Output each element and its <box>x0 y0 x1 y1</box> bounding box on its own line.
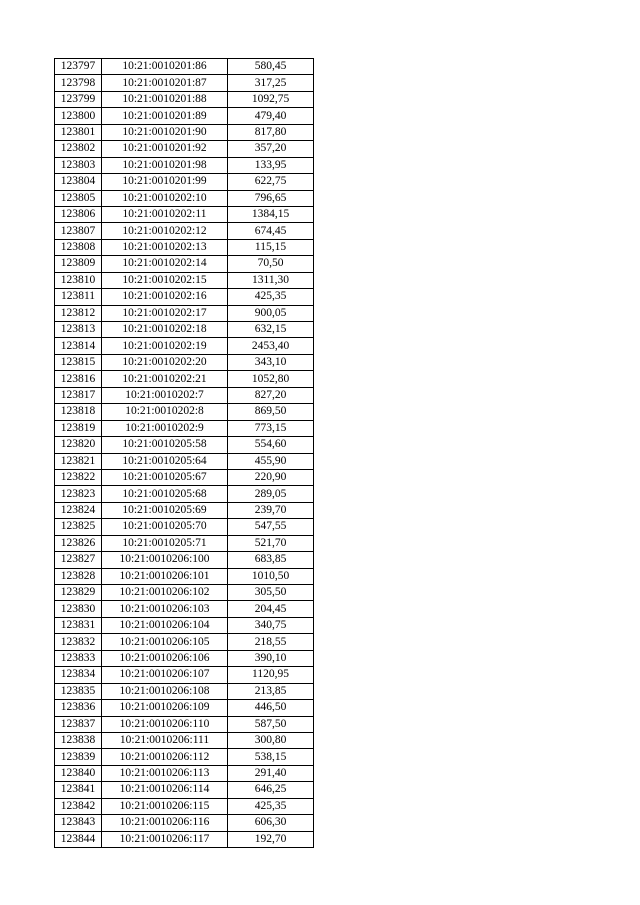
area-value-cell: 1052,80 <box>228 371 314 387</box>
row-number-cell: 123827 <box>55 552 102 568</box>
table-row <box>55 585 314 601</box>
area-value-cell: 2453,40 <box>228 338 314 354</box>
area-value-cell: 390,10 <box>228 650 314 666</box>
row-number-cell: 123841 <box>55 782 102 798</box>
table-row <box>55 256 314 272</box>
cadastral-number-cell: 10:21:0010206:112 <box>102 749 228 765</box>
cadastral-number-cell: 10:21:0010201:87 <box>102 75 228 91</box>
area-value-cell: 606,30 <box>228 815 314 831</box>
row-number-cell: 123802 <box>55 141 102 157</box>
area-value-cell: 900,05 <box>228 305 314 321</box>
row-number-cell: 123804 <box>55 174 102 190</box>
area-value-cell: 218,55 <box>228 634 314 650</box>
cadastral-number-cell: 10:21:0010205:58 <box>102 437 228 453</box>
table-row <box>55 338 314 354</box>
table-row <box>55 831 314 847</box>
area-value-cell: 547,55 <box>228 519 314 535</box>
row-number-cell: 123801 <box>55 124 102 140</box>
row-number-cell: 123807 <box>55 223 102 239</box>
table-row <box>55 124 314 140</box>
area-value-cell: 773,15 <box>228 420 314 436</box>
table-row <box>55 634 314 650</box>
row-number-cell: 123813 <box>55 322 102 338</box>
row-number-cell: 123819 <box>55 420 102 436</box>
table-row <box>55 552 314 568</box>
row-number-cell: 123829 <box>55 585 102 601</box>
cadastral-number-cell: 10:21:0010202:11 <box>102 206 228 222</box>
table-row <box>55 617 314 633</box>
row-number-cell: 123830 <box>55 601 102 617</box>
area-value-cell: 340,75 <box>228 617 314 633</box>
table-row <box>55 798 314 814</box>
area-value-cell: 817,80 <box>228 124 314 140</box>
cadastral-number-cell: 10:21:0010206:114 <box>102 782 228 798</box>
table-row <box>55 749 314 765</box>
row-number-cell: 123838 <box>55 732 102 748</box>
area-value-cell: 521,70 <box>228 535 314 551</box>
row-number-cell: 123820 <box>55 437 102 453</box>
row-number-cell: 123824 <box>55 502 102 518</box>
area-value-cell: 115,15 <box>228 239 314 255</box>
cadastral-number-cell: 10:21:0010202:19 <box>102 338 228 354</box>
area-value-cell: 343,10 <box>228 354 314 370</box>
cadastral-number-cell: 10:21:0010202:13 <box>102 239 228 255</box>
area-value-cell: 827,20 <box>228 387 314 403</box>
row-number-cell: 123823 <box>55 486 102 502</box>
row-number-cell: 123821 <box>55 453 102 469</box>
row-number-cell: 123797 <box>55 59 102 75</box>
table-row <box>55 765 314 781</box>
cadastral-number-cell: 10:21:0010201:88 <box>102 91 228 107</box>
table-row <box>55 667 314 683</box>
table-row <box>55 371 314 387</box>
cadastral-number-cell: 10:21:0010206:107 <box>102 667 228 683</box>
table-row <box>55 174 314 190</box>
row-number-cell: 123831 <box>55 617 102 633</box>
table-row <box>55 108 314 124</box>
cadastral-number-cell: 10:21:0010202:16 <box>102 289 228 305</box>
area-value-cell: 1120,95 <box>228 667 314 683</box>
cadastral-number-cell: 10:21:0010206:106 <box>102 650 228 666</box>
cadastral-number-cell: 10:21:0010202:8 <box>102 404 228 420</box>
table-row <box>55 141 314 157</box>
cadastral-number-cell: 10:21:0010201:90 <box>102 124 228 140</box>
area-value-cell: 192,70 <box>228 831 314 847</box>
table-row <box>55 75 314 91</box>
cadastral-number-cell: 10:21:0010205:64 <box>102 453 228 469</box>
row-number-cell: 123808 <box>55 239 102 255</box>
cadastral-number-cell: 10:21:0010202:18 <box>102 322 228 338</box>
area-value-cell: 1010,50 <box>228 568 314 584</box>
cadastral-number-cell: 10:21:0010202:17 <box>102 305 228 321</box>
area-value-cell: 425,35 <box>228 289 314 305</box>
table-row <box>55 322 314 338</box>
table-row <box>55 206 314 222</box>
table-row <box>55 239 314 255</box>
cadastral-number-cell: 10:21:0010206:109 <box>102 700 228 716</box>
row-number-cell: 123798 <box>55 75 102 91</box>
cadastral-number-cell: 10:21:0010205:67 <box>102 469 228 485</box>
cadastral-number-cell: 10:21:0010206:103 <box>102 601 228 617</box>
table-row <box>55 601 314 617</box>
cadastral-number-cell: 10:21:0010206:104 <box>102 617 228 633</box>
table-row <box>55 59 314 75</box>
area-value-cell: 479,40 <box>228 108 314 124</box>
cadastral-number-cell: 10:21:0010201:99 <box>102 174 228 190</box>
cadastral-number-cell: 10:21:0010206:100 <box>102 552 228 568</box>
table-row <box>55 469 314 485</box>
cadastral-number-cell: 10:21:0010206:101 <box>102 568 228 584</box>
cadastral-number-cell: 10:21:0010202:12 <box>102 223 228 239</box>
table-row <box>55 486 314 502</box>
area-value-cell: 455,90 <box>228 453 314 469</box>
row-number-cell: 123812 <box>55 305 102 321</box>
table-row <box>55 568 314 584</box>
cadastral-number-cell: 10:21:0010206:113 <box>102 765 228 781</box>
cadastral-number-cell: 10:21:0010205:69 <box>102 502 228 518</box>
cadastral-number-cell: 10:21:0010205:71 <box>102 535 228 551</box>
row-number-cell: 123815 <box>55 354 102 370</box>
cadastral-number-cell: 10:21:0010206:115 <box>102 798 228 814</box>
row-number-cell: 123842 <box>55 798 102 814</box>
area-value-cell: 622,75 <box>228 174 314 190</box>
table-row <box>55 683 314 699</box>
table-row <box>55 815 314 831</box>
area-value-cell: 289,05 <box>228 486 314 502</box>
area-value-cell: 300,80 <box>228 732 314 748</box>
table-row <box>55 190 314 206</box>
cadastral-number-cell: 10:21:0010202:9 <box>102 420 228 436</box>
row-number-cell: 123844 <box>55 831 102 847</box>
row-number-cell: 123826 <box>55 535 102 551</box>
area-value-cell: 317,25 <box>228 75 314 91</box>
row-number-cell: 123809 <box>55 256 102 272</box>
area-value-cell: 554,60 <box>228 437 314 453</box>
cadastral-number-cell: 10:21:0010201:98 <box>102 157 228 173</box>
row-number-cell: 123837 <box>55 716 102 732</box>
area-value-cell: 220,90 <box>228 469 314 485</box>
row-number-cell: 123822 <box>55 469 102 485</box>
area-value-cell: 646,25 <box>228 782 314 798</box>
data-table <box>54 58 314 848</box>
row-number-cell: 123803 <box>55 157 102 173</box>
cadastral-number-cell: 10:21:0010201:86 <box>102 59 228 75</box>
cadastral-number-cell: 10:21:0010206:110 <box>102 716 228 732</box>
table-row <box>55 453 314 469</box>
table-row <box>55 716 314 732</box>
table-row <box>55 305 314 321</box>
cadastral-number-cell: 10:21:0010202:10 <box>102 190 228 206</box>
cadastral-number-cell: 10:21:0010202:21 <box>102 371 228 387</box>
table-row <box>55 437 314 453</box>
area-value-cell: 869,50 <box>228 404 314 420</box>
row-number-cell: 123818 <box>55 404 102 420</box>
table-row <box>55 387 314 403</box>
cadastral-number-cell: 10:21:0010206:105 <box>102 634 228 650</box>
area-value-cell: 357,20 <box>228 141 314 157</box>
area-value-cell: 305,50 <box>228 585 314 601</box>
area-value-cell: 632,15 <box>228 322 314 338</box>
area-value-cell: 587,50 <box>228 716 314 732</box>
table-row <box>55 272 314 288</box>
cadastral-number-cell: 10:21:0010202:14 <box>102 256 228 272</box>
area-value-cell: 239,70 <box>228 502 314 518</box>
area-value-cell: 683,85 <box>228 552 314 568</box>
area-value-cell: 291,40 <box>228 765 314 781</box>
area-value-cell: 1092,75 <box>228 91 314 107</box>
row-number-cell: 123811 <box>55 289 102 305</box>
area-value-cell: 70,50 <box>228 256 314 272</box>
cadastral-number-cell: 10:21:0010206:102 <box>102 585 228 601</box>
table-row <box>55 535 314 551</box>
table-row <box>55 519 314 535</box>
cadastral-number-cell: 10:21:0010206:117 <box>102 831 228 847</box>
cadastral-number-cell: 10:21:0010206:116 <box>102 815 228 831</box>
table-row <box>55 91 314 107</box>
cadastral-number-cell: 10:21:0010205:70 <box>102 519 228 535</box>
row-number-cell: 123799 <box>55 91 102 107</box>
area-value-cell: 1384,15 <box>228 206 314 222</box>
row-number-cell: 123833 <box>55 650 102 666</box>
row-number-cell: 123840 <box>55 765 102 781</box>
cadastral-number-cell: 10:21:0010202:20 <box>102 354 228 370</box>
table-row <box>55 650 314 666</box>
table-row <box>55 502 314 518</box>
row-number-cell: 123800 <box>55 108 102 124</box>
cadastral-number-cell: 10:21:0010201:89 <box>102 108 228 124</box>
row-number-cell: 123839 <box>55 749 102 765</box>
area-value-cell: 1311,30 <box>228 272 314 288</box>
row-number-cell: 123810 <box>55 272 102 288</box>
table-body <box>55 59 314 848</box>
row-number-cell: 123805 <box>55 190 102 206</box>
area-value-cell: 580,45 <box>228 59 314 75</box>
table-row <box>55 157 314 173</box>
row-number-cell: 123836 <box>55 700 102 716</box>
cadastral-number-cell: 10:21:0010206:111 <box>102 732 228 748</box>
area-value-cell: 133,95 <box>228 157 314 173</box>
cadastral-number-cell: 10:21:0010202:15 <box>102 272 228 288</box>
area-value-cell: 796,65 <box>228 190 314 206</box>
row-number-cell: 123835 <box>55 683 102 699</box>
area-value-cell: 674,45 <box>228 223 314 239</box>
cadastral-number-cell: 10:21:0010205:68 <box>102 486 228 502</box>
table-row <box>55 420 314 436</box>
row-number-cell: 123816 <box>55 371 102 387</box>
table-row <box>55 223 314 239</box>
area-value-cell: 538,15 <box>228 749 314 765</box>
table-row <box>55 700 314 716</box>
area-value-cell: 425,35 <box>228 798 314 814</box>
row-number-cell: 123832 <box>55 634 102 650</box>
table-row <box>55 782 314 798</box>
cadastral-number-cell: 10:21:0010206:108 <box>102 683 228 699</box>
table-row <box>55 732 314 748</box>
table-row <box>55 354 314 370</box>
cadastral-number-cell: 10:21:0010202:7 <box>102 387 228 403</box>
row-number-cell: 123806 <box>55 206 102 222</box>
area-value-cell: 204,45 <box>228 601 314 617</box>
cadastral-number-cell: 10:21:0010201:92 <box>102 141 228 157</box>
row-number-cell: 123825 <box>55 519 102 535</box>
row-number-cell: 123843 <box>55 815 102 831</box>
area-value-cell: 213,85 <box>228 683 314 699</box>
row-number-cell: 123814 <box>55 338 102 354</box>
row-number-cell: 123828 <box>55 568 102 584</box>
table-row <box>55 404 314 420</box>
area-value-cell: 446,50 <box>228 700 314 716</box>
row-number-cell: 123817 <box>55 387 102 403</box>
table-row <box>55 289 314 305</box>
row-number-cell: 123834 <box>55 667 102 683</box>
